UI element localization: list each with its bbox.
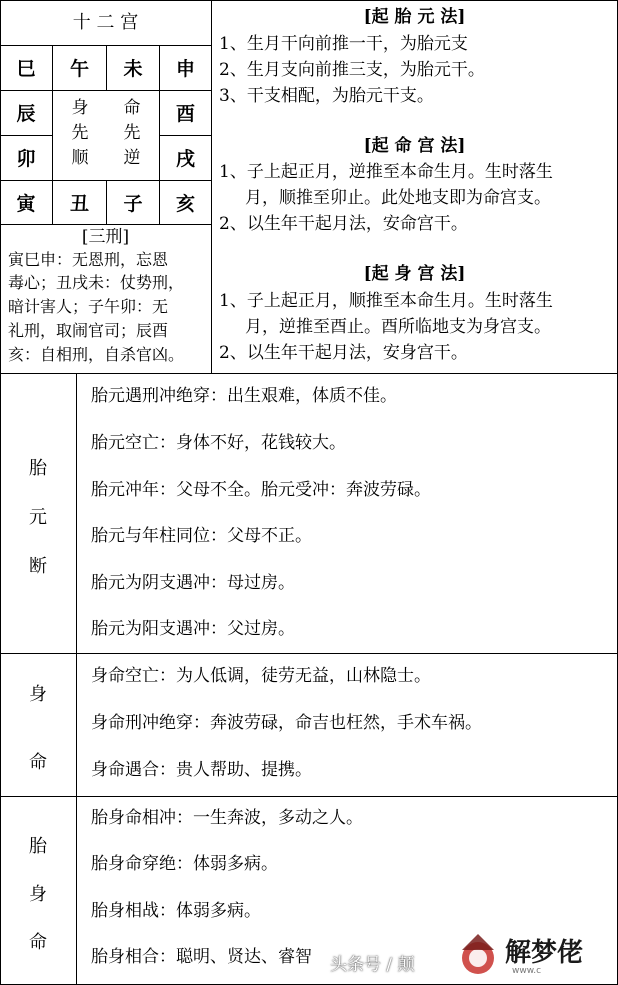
palace-shen: 申 — [175, 58, 195, 80]
sanxing-title: [三刑] — [81, 227, 130, 247]
shengong-method-line: 月，逆推至酉止。酉所临地支为身宫支。 — [245, 317, 551, 337]
minggong-method-title: [起 命 宫 法] — [363, 136, 466, 156]
minggong-method-line: 月，顺推至卯止。此处地支即为命宫支。 — [245, 188, 551, 208]
section-label-shenming: 身 命 — [29, 684, 47, 773]
document-page: 十 二 宫 巳 午 未 申 辰 酉 卯 戌 寅 丑 子 亥 身 先 顺 命 先 逆 [三刑] 寅巳申：无恩刑，忘恩 毒心；丑戌未：仗势刑， 暗计害人；子午卯：无 礼刑，取闹官司；辰酉 亥：自相刑，自杀官凶。 [起 胎 元 法] 1、生月干向前推一干，为胎元支 2、生月支向前推三支，为胎元干。 3、干支相配，为胎元干支。 [起 命 宫 法] 1、子上起正月，逆推至本命生月。生时落生 月，顺推至卯止。此处地支即为命宫支。 2、以生年干起月法，安命宫干。 [起 身 宫 法] 1、子上起正月，顺推至本命生月。生时落生 月，逆推至酉止。酉所临地支为身宫支。 2、以生年干起月法，安身宫干。 胎 元 断 胎元遇刑冲绝穿：出生艰难，体质不佳。 胎元空亡：身体不好，花钱较大。 胎元冲年：父母不全。胎元受冲：奔波劳碌。 胎元与年柱同位：父母不正。 胎元为阴支遇冲：母过房。 胎元为阳支遇冲：父过房。 身 命 身命空亡：为人低调，徒劳无益，山林隐士。 身命刑冲绝穿：奔波劳碌，命吉也枉然，手术车祸。 身命遇合：贵人帮助、提携。 胎 身 命 胎身命相冲：一生奔波，多动之人。 胎身命穿绝：体弱多病。 胎身相战：体弱多病。 胎身相合：聪明、贤达、睿智 头条号 / 颠 解梦佬 www.c — [0, 0, 618, 985]
section-divider — [0, 653, 618, 654]
minggong-method-line: 1、子上起正月，逆推至本命生月。生时落生 — [219, 162, 553, 182]
section-item: 身命遇合：贵人帮助、提携。 — [91, 760, 312, 780]
palace-zi: 子 — [123, 192, 143, 215]
palace-chen: 辰 — [16, 103, 36, 125]
watermark-text: 头条号 / 颠 — [330, 955, 415, 975]
section-item: 胎身相战：体弱多病。 — [91, 901, 261, 921]
section-item: 胎元遇刑冲绝穿：出生艰难，体质不佳。 — [91, 386, 397, 406]
section-item: 胎元为阴支遇冲：母过房。 — [91, 573, 295, 593]
taiyuan-method-line: 3、干支相配，为胎元干支。 — [219, 86, 434, 106]
label-column-divider — [76, 373, 77, 985]
palace-center-ming: 命 先 逆 — [123, 98, 141, 168]
shengong-method-line: 2、以生年干起月法，安身宫干。 — [219, 343, 468, 363]
watermark-logo-icon — [452, 928, 504, 980]
watermark-logo-text: 解梦佬 — [505, 938, 584, 968]
border-top — [0, 0, 618, 1]
section-label-taiyuan: 胎 元 断 — [29, 458, 47, 577]
section-label-taishenming: 胎 身 命 — [29, 836, 47, 953]
watermark-url: www.c — [512, 966, 542, 976]
palace-center-shen: 身 先 顺 — [71, 98, 89, 168]
palace-you: 酉 — [175, 103, 195, 125]
section-item: 身命刑冲绝穿：奔波劳碌，命吉也枉然，手术车祸。 — [91, 713, 482, 733]
taiyuan-method-line: 2、生月支向前推三支，为胎元干。 — [219, 60, 485, 80]
section-item: 胎元空亡：身体不好，花钱较大。 — [91, 433, 346, 453]
shengong-method-line: 1、子上起正月，顺推至本命生月。生时落生 — [219, 291, 553, 311]
top-section-bottom — [0, 373, 618, 374]
section-item: 胎身相合：聪明、贤达、睿智 — [91, 947, 312, 967]
palace-line — [0, 224, 211, 225]
section-item: 胎元为阳支遇冲：父过房。 — [91, 619, 295, 639]
section-item: 胎身命相冲：一生奔波，多动之人。 — [91, 808, 363, 828]
section-item: 胎元与年柱同位：父母不正。 — [91, 526, 312, 546]
palace-wei: 未 — [123, 58, 143, 80]
palace-yin: 寅 — [16, 192, 36, 215]
taiyuan-method-title: [起 胎 元 法] — [363, 7, 466, 27]
section-divider — [0, 796, 618, 797]
palace-xu: 戌 — [175, 148, 195, 170]
minggong-method-line: 2、以生年干起月法，安命宫干。 — [219, 214, 468, 234]
palace-wu: 午 — [69, 58, 89, 80]
palace-mao: 卯 — [16, 148, 36, 170]
taiyuan-method-line: 1、生月干向前推一干，为胎元支 — [219, 34, 468, 54]
shengong-method-title: [起 身 宫 法] — [363, 264, 466, 284]
section-item: 胎身命穿绝：体弱多病。 — [91, 854, 278, 874]
top-divider — [211, 0, 212, 373]
palace-chou: 丑 — [69, 192, 89, 215]
section-item: 身命空亡：为人低调，徒劳无益，山林隐士。 — [91, 666, 431, 686]
palace-hai: 亥 — [175, 192, 195, 215]
palace-si: 巳 — [16, 58, 36, 80]
palace-title: 十 二 宫 — [72, 12, 139, 33]
section-item: 胎元冲年：父母不全。胎元受冲：奔波劳碌。 — [91, 480, 431, 500]
